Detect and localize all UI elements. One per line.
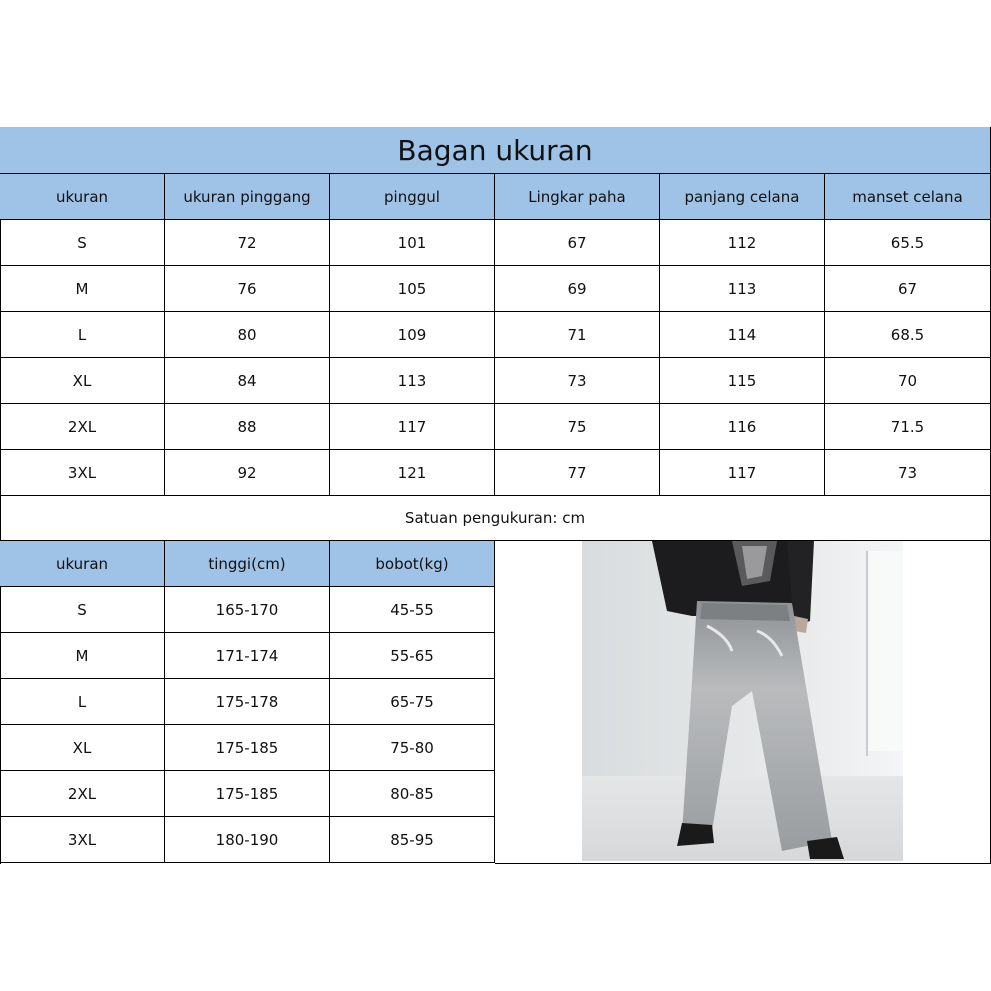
size-table-cell: 112	[660, 220, 825, 266]
chart-title: Bagan ukuran	[0, 127, 991, 174]
size-table-cell: 92	[165, 450, 330, 496]
size-table-cell: 113	[330, 358, 495, 404]
size-table-cell: 73	[825, 450, 991, 496]
size-table-cell: S	[0, 220, 165, 266]
size-table-header-cell: Lingkar paha	[495, 174, 660, 220]
size-table-cell: 76	[165, 266, 330, 312]
fit-table-cell: 85-95	[330, 817, 495, 863]
size-table-header-cell: manset celana	[825, 174, 991, 220]
size-table-cell: 65.5	[825, 220, 991, 266]
size-table-header-cell: ukuran pinggang	[165, 174, 330, 220]
fit-table-header-cell: tinggi(cm)	[165, 541, 330, 587]
size-table-cell: M	[0, 266, 165, 312]
size-table-cell: 72	[165, 220, 330, 266]
fit-table-cell: XL	[0, 725, 165, 771]
size-table-cell: 69	[495, 266, 660, 312]
product-photo	[582, 541, 903, 861]
size-table-cell: 88	[165, 404, 330, 450]
fit-table-cell: 65-75	[330, 679, 495, 725]
size-table-cell: 71	[495, 312, 660, 358]
fit-table-cell: M	[0, 633, 165, 679]
size-table-cell: 2XL	[0, 404, 165, 450]
fit-table-cell: 180-190	[165, 817, 330, 863]
size-table-header-cell: panjang celana	[660, 174, 825, 220]
size-table-cell: 73	[495, 358, 660, 404]
unit-note: Satuan pengukuran: cm	[0, 495, 991, 541]
size-table-cell: 113	[660, 266, 825, 312]
size-table-cell: 105	[330, 266, 495, 312]
fit-table-cell: 3XL	[0, 817, 165, 863]
size-table-cell: 84	[165, 358, 330, 404]
fit-table-header-cell: ukuran	[0, 541, 165, 587]
size-table-cell: 70	[825, 358, 991, 404]
fit-table-header-cell: bobot(kg)	[330, 541, 495, 587]
size-table-cell: 3XL	[0, 450, 165, 496]
fit-table-cell: L	[0, 679, 165, 725]
size-table-cell: 75	[495, 404, 660, 450]
fit-table-cell: 171-174	[165, 633, 330, 679]
fit-table-cell: S	[0, 587, 165, 633]
fit-table-cell: 45-55	[330, 587, 495, 633]
size-table-cell: 101	[330, 220, 495, 266]
size-table-header-cell: pinggul	[330, 174, 495, 220]
size-table-cell: 80	[165, 312, 330, 358]
size-table-cell: 116	[660, 404, 825, 450]
size-table-cell: 117	[330, 404, 495, 450]
fit-table-cell: 55-65	[330, 633, 495, 679]
size-table-cell: XL	[0, 358, 165, 404]
fit-table-cell: 175-178	[165, 679, 330, 725]
size-table-cell: 71.5	[825, 404, 991, 450]
size-table-cell: 109	[330, 312, 495, 358]
size-table-cell: 67	[495, 220, 660, 266]
size-table-cell: 115	[660, 358, 825, 404]
size-table-cell: 68.5	[825, 312, 991, 358]
size-table-cell: 77	[495, 450, 660, 496]
fit-table-cell: 2XL	[0, 771, 165, 817]
fit-table-cell: 175-185	[165, 725, 330, 771]
fit-table-cell: 165-170	[165, 587, 330, 633]
size-table-cell: 114	[660, 312, 825, 358]
fit-table-cell: 80-85	[330, 771, 495, 817]
size-table-cell: 117	[660, 450, 825, 496]
size-table-cell: 67	[825, 266, 991, 312]
size-table-header-cell: ukuran	[0, 174, 165, 220]
size-chart	[0, 127, 991, 864]
size-table-cell: L	[0, 312, 165, 358]
fit-table-cell: 75-80	[330, 725, 495, 771]
fit-table-cell: 175-185	[165, 771, 330, 817]
product-photo-cell	[495, 541, 991, 864]
size-table-cell: 121	[330, 450, 495, 496]
